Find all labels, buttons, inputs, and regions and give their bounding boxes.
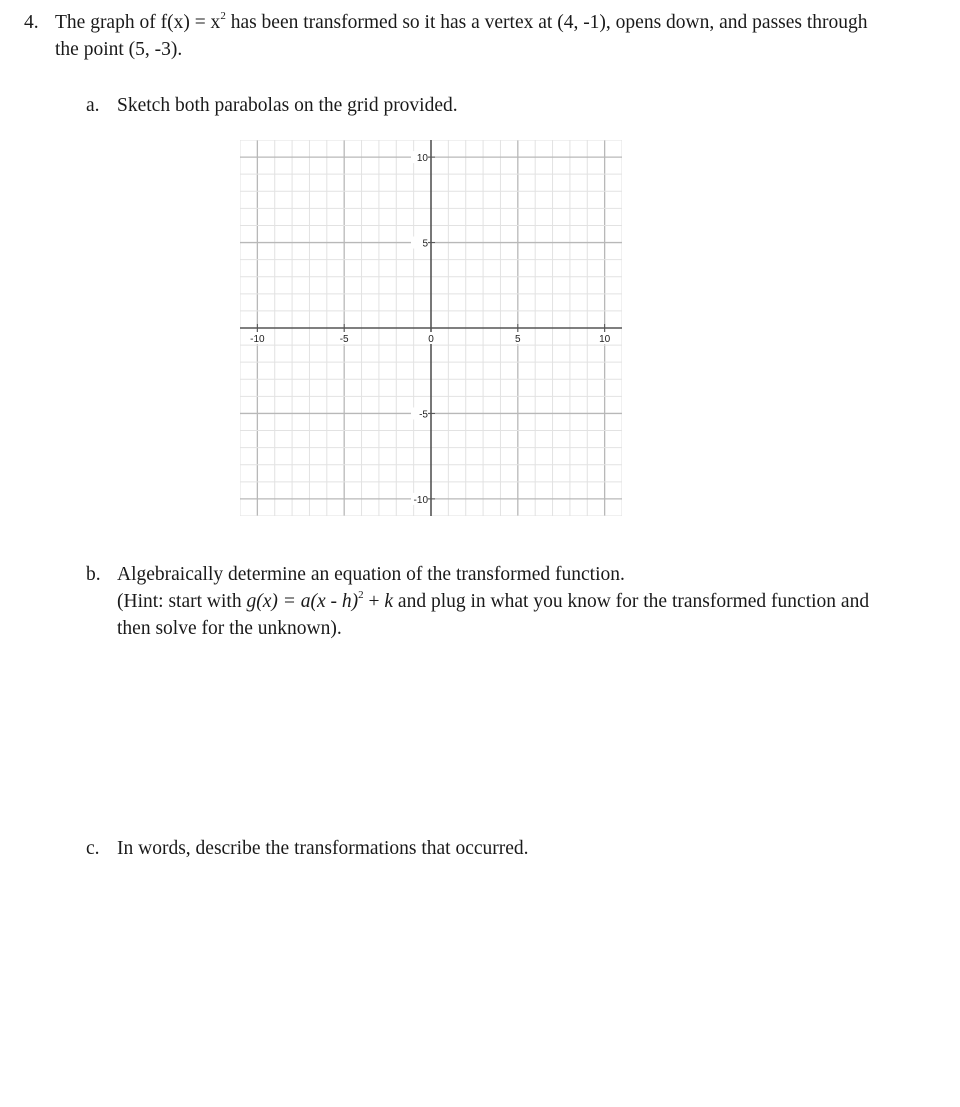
hint-post: and plug in what you know for the transformed function and — [393, 591, 870, 612]
part-b-line1: Algebraically determine an equation of the transformed function. — [117, 564, 625, 585]
x-tick-label: 10 — [599, 334, 611, 345]
y-tick-label: 10 — [416, 153, 428, 165]
question-exponent: 2 — [220, 9, 226, 22]
hint-formula: g(x) = a(x - h) — [246, 591, 359, 612]
question-text — [55, 9, 935, 63]
y-tick-label: -5 — [419, 409, 428, 421]
question-line1-pre: The graph of f(x) = x — [55, 12, 221, 33]
part-b-letter: b. — [86, 564, 101, 585]
part-c-letter: c. — [86, 838, 100, 859]
coordinate-grid — [240, 140, 622, 516]
hint-pre: (Hint: start with — [117, 591, 247, 612]
x-tick-label: -10 — [250, 334, 265, 345]
y-tick-label: -10 — [413, 494, 428, 506]
hint-exponent: 2 — [358, 588, 364, 601]
x-tick-label: 0 — [428, 334, 434, 345]
part-b-line3: then solve for the unknown). — [117, 618, 342, 639]
x-tick-label: 5 — [515, 334, 521, 345]
part-b-text — [117, 561, 932, 642]
hint-plus: + — [363, 591, 385, 612]
y-tick-label: 5 — [422, 238, 428, 250]
question-line2: the point (5, -3). — [55, 39, 183, 60]
hint-k: k — [384, 591, 394, 612]
part-a-letter: a. — [86, 95, 100, 116]
question-line1-post: has been transformed so it has a vertex at (4, -1), opens down, and passes through — [225, 12, 868, 33]
part-a-text: Sketch both parabolas on the grid provided. — [117, 95, 458, 116]
question-number: 4. — [24, 12, 39, 33]
part-c-text: In words, describe the transformations that occurred. — [117, 838, 529, 859]
x-tick-label: -5 — [339, 334, 349, 345]
